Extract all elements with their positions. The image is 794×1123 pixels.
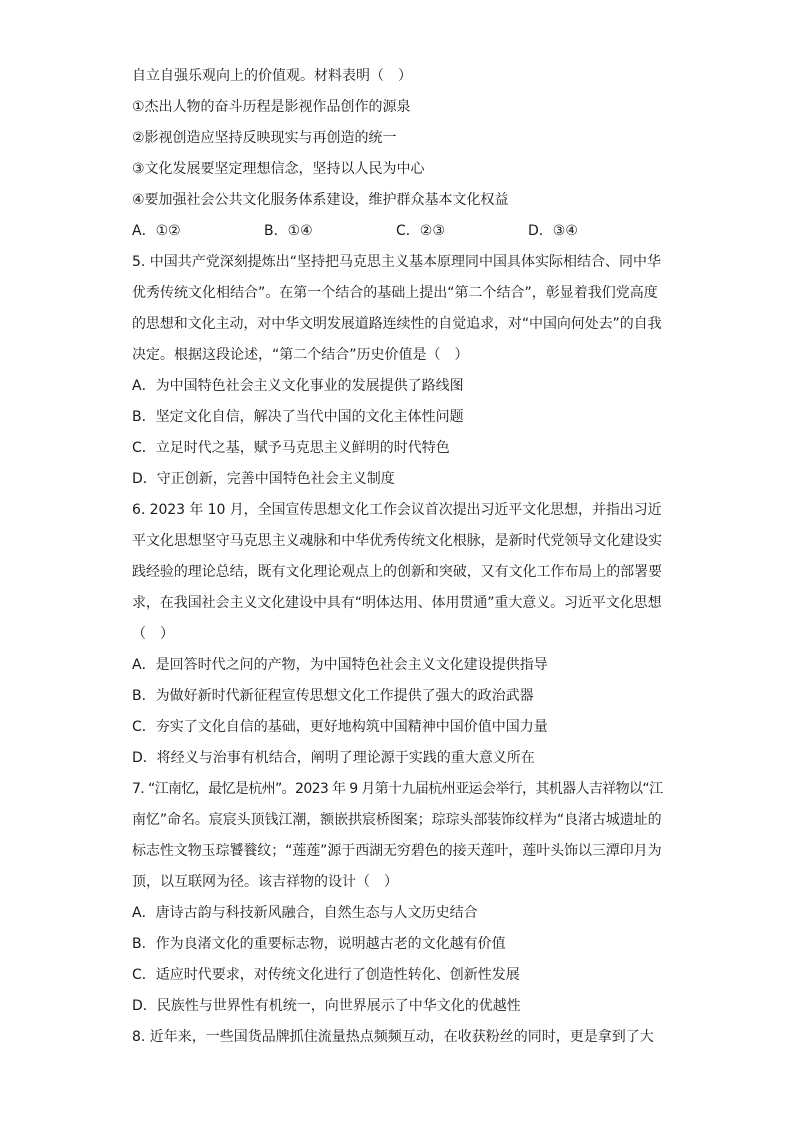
q5-stem-line-2: 优秀传统文化相结合”。在第一个结合的基础上提出“第二个结合”，彰显着我们党高度 [132, 285, 658, 301]
q7-option-a: A．唐诗古韵与科技新风融合，自然生态与人文历史结合 [132, 905, 478, 921]
q7-stem-line-3: 标志性文物玉琮饕餮纹；“莲莲”源于西湖无穷碧色的接天莲叶，莲叶头饰以三潭印月为 [132, 843, 662, 859]
q6-stem-line-4: 求，在我国社会主义文化建设中具有“明体达用、体用贯通”重大意义。习近平文化思想 [132, 595, 662, 611]
q6-stem-line-1: 6. 2023 年 10 月，全国宣传思想文化工作会议首次提出习近平文化思想，并指出习近 [132, 502, 662, 518]
q5-option-d: D．守正创新，完善中国特色社会主义制度 [132, 471, 395, 487]
q6-option-c: C．夯实了文化自信的基础，更好地构筑中国精神中国价值中国力量 [132, 719, 548, 735]
q6-option-d: D．将经义与治事有机结合，阐明了理论源于实践的重大意义所在 [132, 750, 535, 766]
q8-stem-line-1: 8. 近年来，一些国货品牌抓住流量热点频频互动，在收获粉丝的同时，更是拿到了大 [132, 1029, 654, 1045]
q6-option-b: B．为做好新时代新征程宣传思想文化工作提供了强大的政治武器 [132, 688, 534, 704]
q4-statement-2: ②影视创造应坚持反映现实与再创造的统一 [132, 130, 397, 146]
q5-option-a: A．为中国特色社会主义文化事业的发展提供了路线图 [132, 378, 464, 394]
q4-options [132, 216, 662, 247]
q7-stem-line-1: 7. “江南忆，最忆是杭州”。2023 年 9 月第十九届杭州亚运会举行，其机器人吉祥物以“江 [132, 781, 663, 797]
q7-stem-line-2: 南忆”命名。宸宸头顶钱江潮，额嵌拱宸桥图案；琮琮头部装饰纹样为“良渚古城遗址的 [132, 812, 662, 828]
q5-option-c: C．立足时代之基，赋予马克思主义鲜明的时代特色 [132, 440, 450, 456]
exam-page [132, 61, 662, 1053]
q4-statement-4: ④要加强社会公共文化服务体系建设，维护群众基本文化权益 [132, 192, 509, 208]
q7-option-c: C．适应时代要求，对传统文化进行了创造性转化、创新性发展 [132, 967, 520, 983]
q7-option-b: B．作为良渚文化的重要标志物，说明越古老的文化越有价值 [132, 936, 506, 952]
q6-stem-line-2: 平文化思想坚守马克思主义魂脉和中华优秀传统文化根脉，是新时代党领导文化建设实 [132, 533, 662, 549]
q4-statement-3: ③文化发展要坚定理想信念，坚持以人民为中心 [132, 161, 425, 177]
q5-stem-line-3: 的思想和文化主动，对中华文明发展道路连续性的自觉追求，对“中国向何处去”的自我 [132, 316, 662, 332]
q4-stem-tail: 自立自强乐观向上的价值观。材料表明（ ） [132, 68, 412, 84]
q7-option-d: D．民族性与世界性有机统一，向世界展示了中华文化的优越性 [132, 998, 521, 1014]
q5-stem-line-4: 决定。根据这段论述，“第二个结合”历史价值是（ ） [132, 347, 469, 363]
q4-option-b: B．①④ [264, 223, 313, 239]
q4-option-c: C．②③ [396, 223, 445, 239]
q4-option-d: D．③④ [528, 223, 578, 239]
q7-stem-line-4: 顶，以互联网为径。该吉祥物的设计（ ） [132, 874, 398, 890]
q6-stem-line-3: 践经验的理论总结，既有文化理论观点上的创新和突破，又有文化工作布局上的部署要 [132, 564, 662, 580]
q6-option-a: A．是回答时代之问的产物，为中国特色社会主义文化建设提供指导 [132, 657, 548, 673]
q4-statement-1: ①杰出人物的奋斗历程是影视作品创作的源泉 [132, 99, 411, 115]
q5-stem-line-1: 5. 中国共产党深刻提炼出“坚持把马克思主义基本原理同中国具体实际相结合、同中华 [132, 254, 662, 270]
q5-option-b: B．坚定文化自信，解决了当代中国的文化主体性问题 [132, 409, 464, 425]
q6-stem-line-5: （ ） [132, 626, 174, 642]
q4-option-a: A．①② [132, 223, 181, 239]
